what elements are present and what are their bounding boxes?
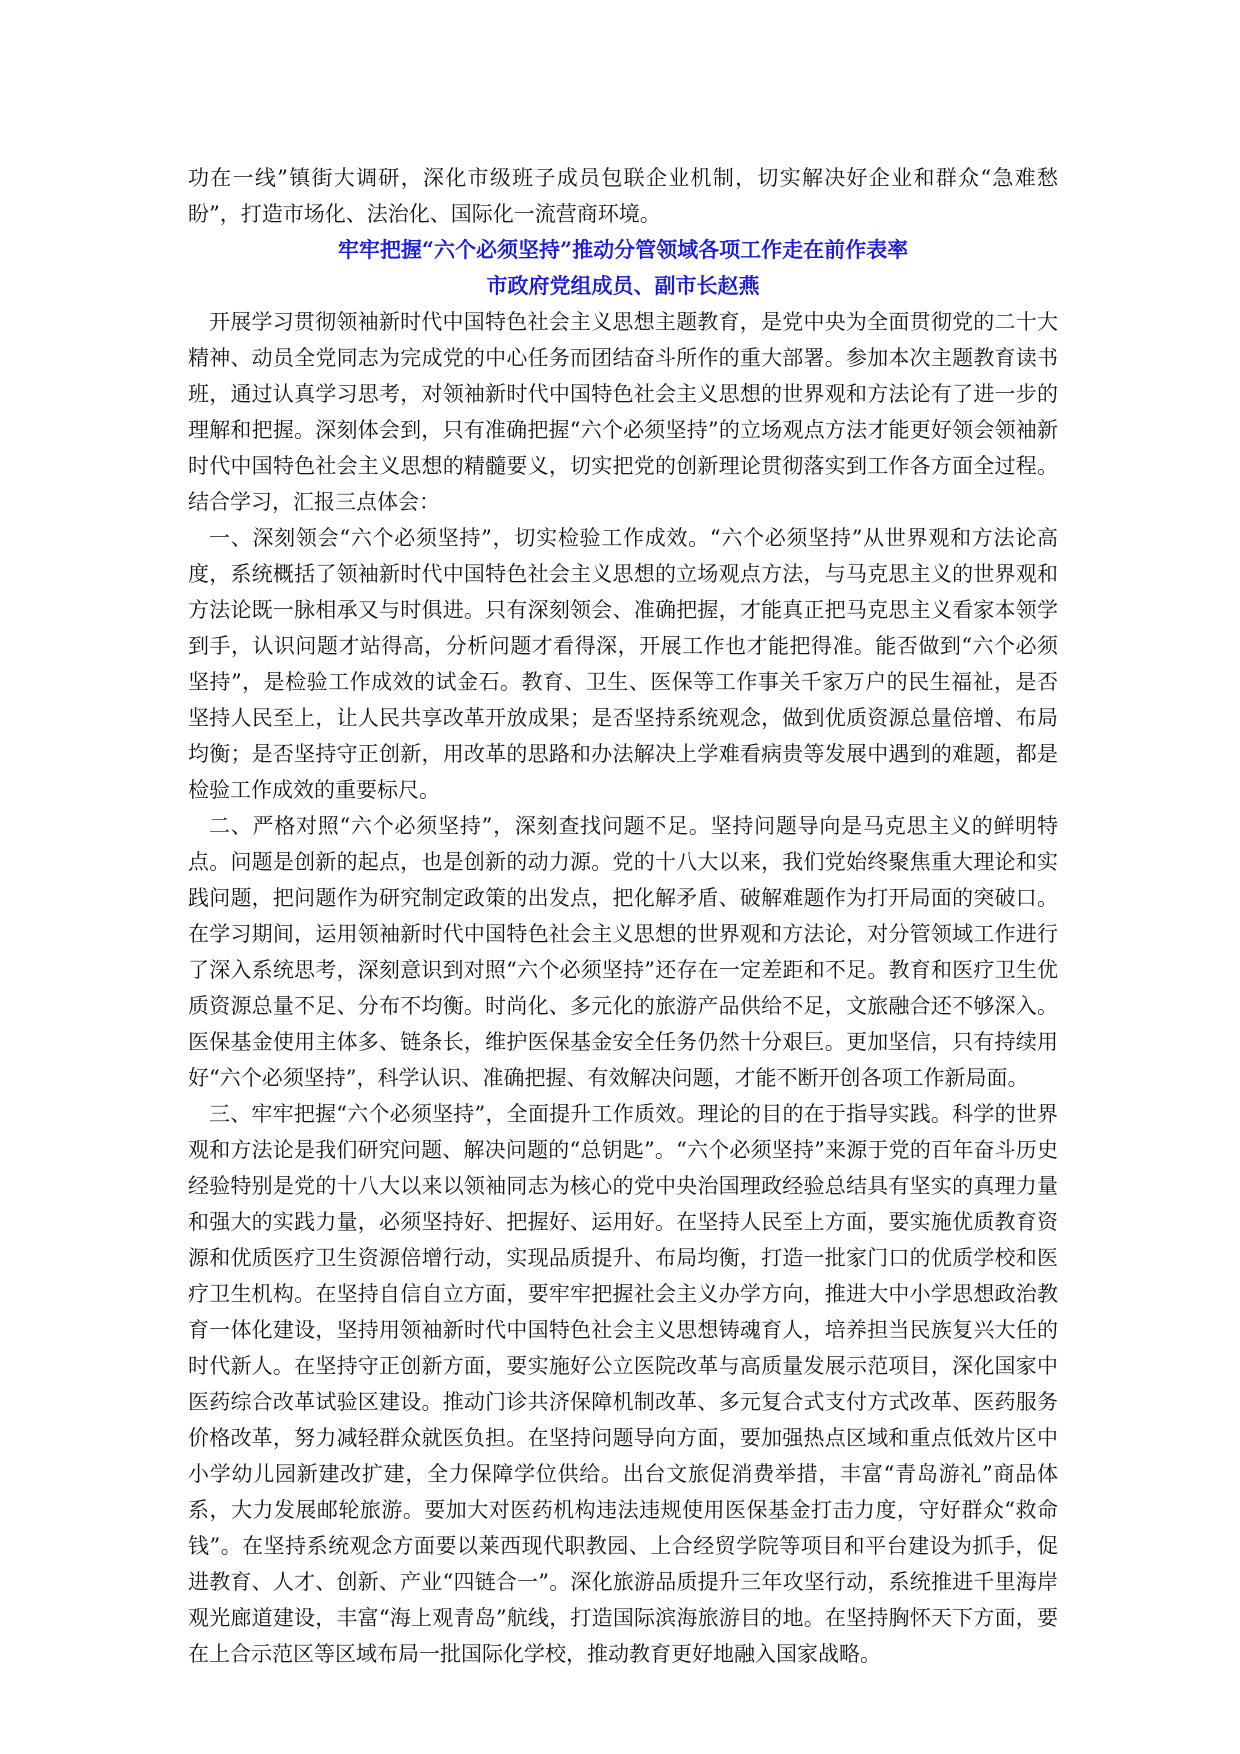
body-paragraph-point-one: 一、深刻领会“六个必须坚持”，切实检验工作成效。“六个必须坚持”从世界观和方法论高度，系统概括了领袖新时代中国特色社会主义思想的立场观点方法，与马克思主义的世界观和方法论既一脉相承又与时俱进。只有深刻领会、准确把握，才能真正把马克思主义看家本领学到手，认识问题才站得高，分析问题才看得深，开展工作也才能把得准。能否做到“六个必须坚持”，是检验工作成效的试金石。教育、卫生、医保等工作事关千家万户的民生福祉，是否坚持人民至上，让人民共享改革开放成果；是否坚持系统观念，做到优质资源总量倍增、布局均衡；是否坚持守正创新，用改革的思路和办法解决上学难看病贵等发展中遇到的难题，都是检验工作成效的重要标尺。 — [188, 526, 1058, 802]
body-paragraph-point-two: 二、严格对照“六个必须坚持”，深刻查找问题不足。坚持问题导向是马克思主义的鲜明特点。问题是创新的起点，也是创新的动力源。党的十八大以来，我们党始终聚焦重大理论和实践问题，把问题作为研究制定政策的出发点，把化解矛盾、破解难题作为打开局面的突破口。在学习期间，运用领袖新时代中国特色社会主义思想的世界观和方法论，对分管领域工作进行了深入系统思考，深刻意识到对照“六个必须坚持”还存在一定差距和不足。教育和医疗卫生优质资源总量不足、分布不均衡。时尚化、多元化的旅游产品供给不足，文旅融合还不够深入。医保基金使用主体多、链条长，维护医保基金安全任务仍然十分艰巨。更加坚信，只有持续用好“六个必须坚持”，科学认识、准确把握、有效解决问题，才能不断开创各项工作新局面。 — [188, 814, 1058, 1090]
document-page — [188, 160, 1058, 1672]
body-paragraph-intro: 开展学习贯彻领袖新时代中国特色社会主义思想主题教育，是党中央为全面贯彻党的二十大精神、动员全党同志为完成党的中心任务而团结奋斗所作的重大部署。参加本次主题教育读书班，通过认真学习思考，对领袖新时代中国特色社会主义思想的世界观和方法论有了进一步的理解和把握。深刻体会到，只有准确把握“六个必须坚持”的立场观点方法才能更好领会领袖新时代中国特色社会主义思想的精髓要义，切实把党的创新理论贯彻落实到工作各方面全过程。结合学习，汇报三点体会： — [188, 310, 1058, 514]
article-title: 牢牢把握“六个必须坚持”推动分管领域各项工作走在前作表率 — [337, 237, 909, 262]
article-author: 市政府党组成员、副市长赵燕 — [486, 273, 760, 298]
body-paragraph-point-three: 三、牢牢把握“六个必须坚持”，全面提升工作质效。理论的目的在于指导实践。科学的世界观和方法论是我们研究问题、解决问题的“总钥匙”。“六个必须坚持”来源于党的百年奋斗历史经验特别是党的十八大以来以领袖同志为核心的党中央治国理政经验总结具有坚实的真理力量和强大的实践力量，必须坚持好、把握好、运用好。在坚持人民至上方面，要实施优质教育资源和优质医疗卫生资源倍增行动，实现品质提升、布局均衡，打造一批家门口的优质学校和医疗卫生机构。在坚持自信自立方面，要牢牢把握社会主义办学方向，推进大中小学思想政治教育一体化建设，坚持用领袖新时代中国特色社会主义思想铸魂育人，培养担当民族复兴大任的时代新人。在坚持守正创新方面，要实施好公立医院改革与高质量发展示范项目，深化国家中医药综合改革试验区建设。推动门诊共济保障机制改革、多元复合式支付方式改革、医药服务价格改革，努力减轻群众就医负担。在坚持问题导向方面，要加强热点区域和重点低效片区中小学幼儿园新建改扩建，全力保障学位供给。出台文旅促消费举措，丰富“青岛游礼”商品体系，大力发展邮轮旅游。要加大对医药机构违法违规使用医保基金打击力度，守好群众“救命钱”。在坚持系统观念方面要以莱西现代职教园、上合经贸学院等项目和平台建设为抓手，促进教育、人才、创新、产业“四链合一”。深化旅游品质提升三年攻坚行动，系统推进千里海岸观光廊道建设，丰富“海上观青岛”航线，打造国际滨海旅游目的地。在坚持胸怀天下方面，要在上合示范区等区域布局一批国际化学校，推动教育更好地融入国家战略。 — [188, 1102, 1058, 1666]
continuation-paragraph: 功在一线”镇街大调研，深化市级班子成员包联企业机制，切实解决好企业和群众“急难愁盼”，打造市场化、法治化、国际化一流营商环境。 — [188, 166, 1058, 226]
